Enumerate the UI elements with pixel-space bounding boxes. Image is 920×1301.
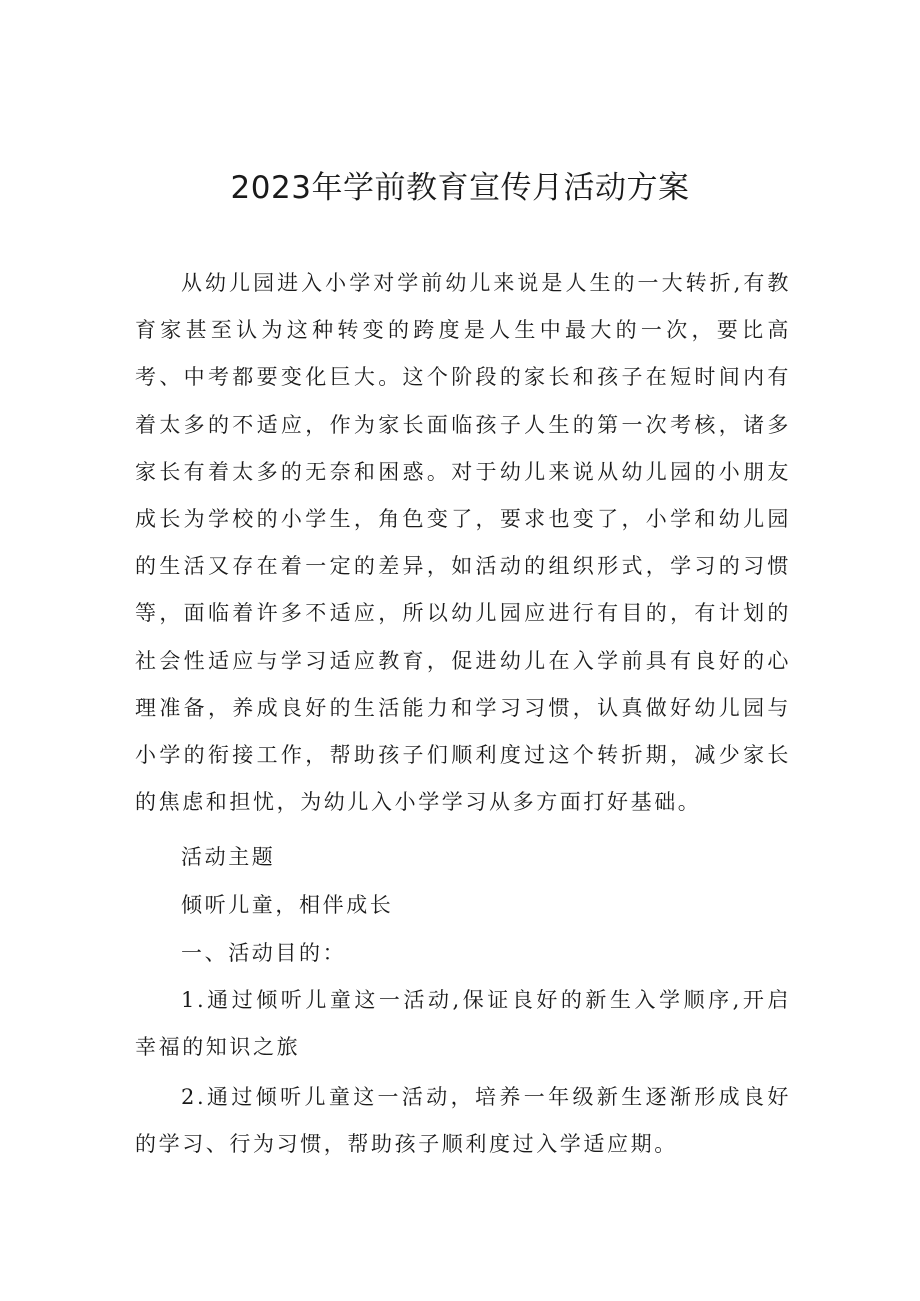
theme-heading: 活动主题 [181,845,276,869]
theme-text: 倾听儿童，相伴成长 [181,893,394,917]
goal-item-1: 1.通过倾听儿童这一活动,保证良好的新生入学顺序,开启幸福的知识之旅 [135,988,791,1060]
goal-item-2: 2.通过倾听儿童这一活动，培养一年级新生逐渐形成良好的学习、行为习惯，帮助孩子顺利度过入学适应期。 [135,1085,791,1157]
goal-heading: 一、活动目的： [181,941,347,965]
intro-paragraph: 从幼儿园进入小学对学前幼儿来说是人生的一大转折,有教育家甚至认为这种转变的跨度是人生中最大的一次，要比高考、中考都要变化巨大。这个阶段的家长和孩子在短时间内有着太多的不适应，作为家长面临孩子人生的第一次考核，诸多家长有着太多的无奈和困惑。对于幼儿来说从幼儿园的小朋友成长为学校的小学生，角色变了，要求也变了，小学和幼儿园的生活又存在着一定的差异，如活动的组织形式，学习的习惯等，面临着许多不适应，所以幼儿园应进行有目的，有计划的社会性适应与学习适应教育，促进幼儿在入学前具有良好的心理准备，养成良好的生活能力和学习习惯，认真做好幼儿园与小学的衔接工作，帮助孩子们顺利度过这个转折期，减少家长的焦虑和担忧，为幼儿入小学学习从多方面打好基础。 [135,271,791,815]
document-title: 2023年学前教育宣传月活动方案 [230,170,690,206]
